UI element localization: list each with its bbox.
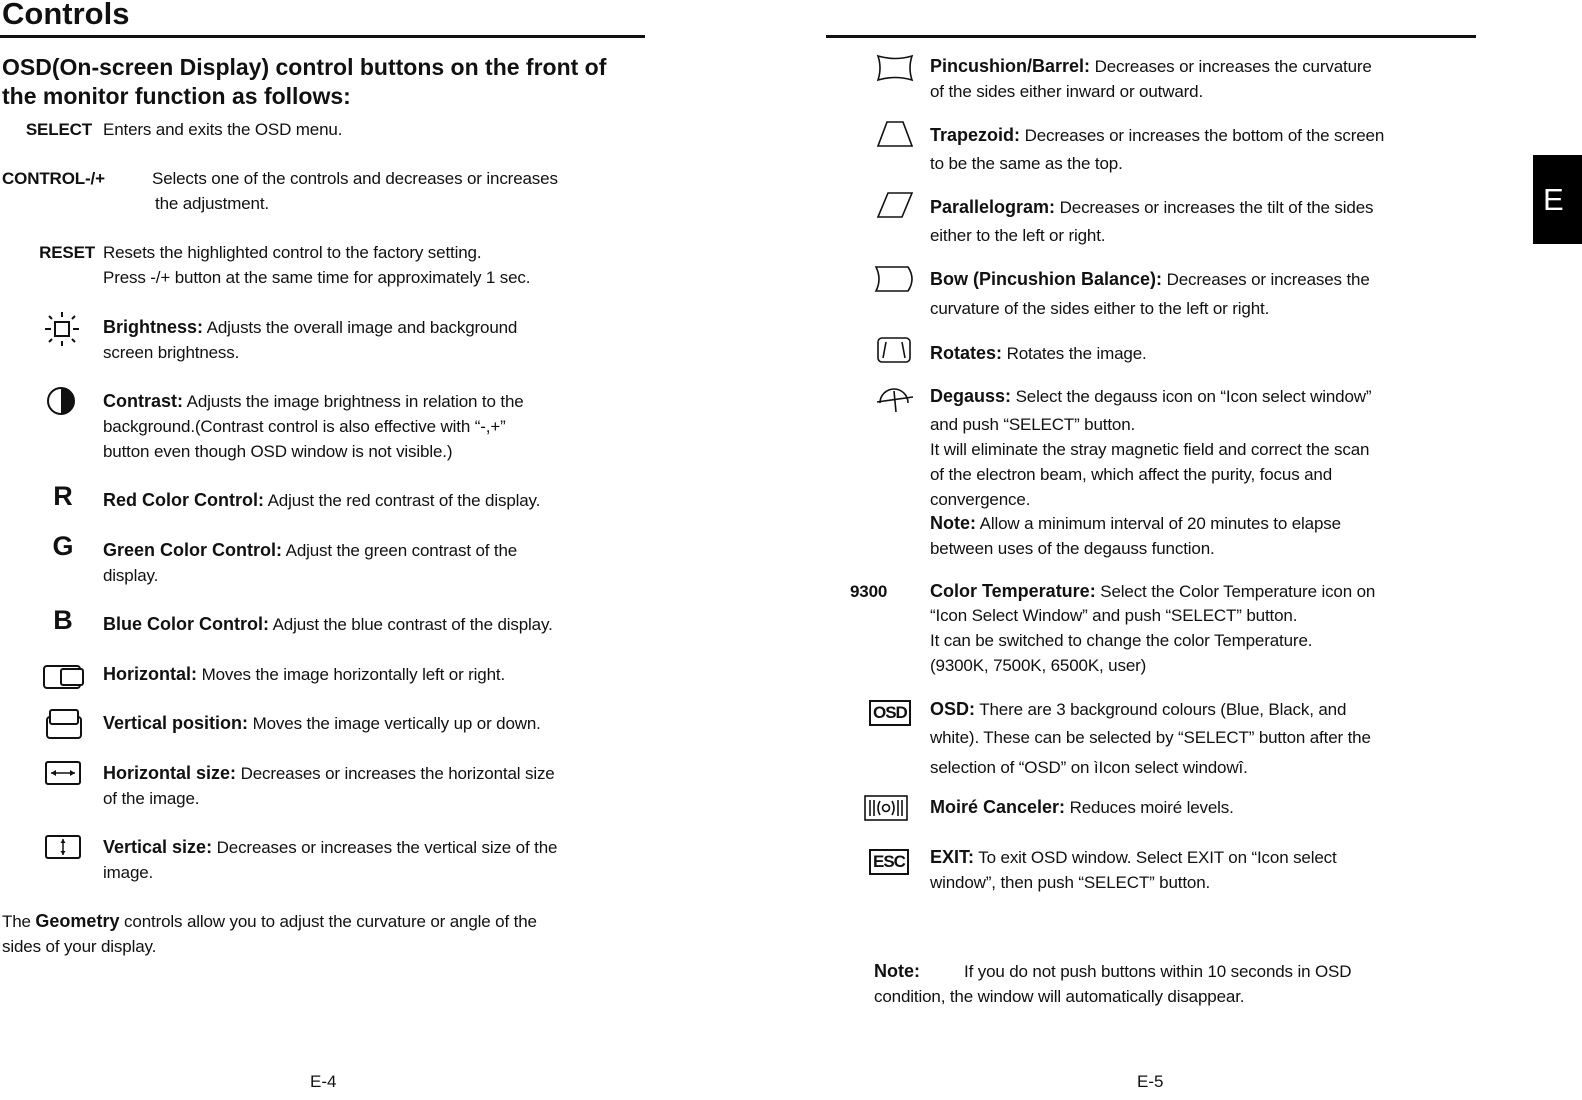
hsize-text-2: of the image. — [103, 789, 200, 808]
geometry-name: Geometry — [35, 911, 120, 931]
parallelogram-text-1: Decreases or increases the tilt of the sides — [1055, 198, 1374, 217]
contrast-icon — [46, 386, 76, 416]
degauss-text-3: It will eliminate the stray magnetic field and correct the scan — [930, 440, 1370, 459]
pincushion-icon — [876, 54, 914, 82]
contrast-text-1: Adjusts the image brightness in relation to the — [183, 392, 524, 411]
color-temperature-label: 9300 — [850, 582, 888, 601]
degauss-text-2: and push “SELECT” button. — [930, 415, 1136, 434]
contrast-text-3: button even though OSD window is not visible.) — [103, 442, 453, 461]
section-heading: OSD(On-screen Display) control buttons on the front of the monitor function as follows: — [2, 54, 607, 109]
parallelogram-name: Parallelogram: — [930, 197, 1056, 217]
exit-text-1: To exit OSD window. Select EXIT on “Icon select — [974, 848, 1337, 867]
rotates-name: Rotates: — [930, 343, 1003, 363]
pincushion-text-2: of the sides either inward or outward. — [930, 82, 1204, 101]
section-tab: E — [1533, 155, 1582, 244]
horizontal-name: Horizontal: — [103, 664, 197, 684]
blue-letter-icon: B — [53, 605, 73, 635]
brightness-name: Brightness: — [103, 317, 204, 337]
page-title: Controls — [2, 0, 130, 31]
trapezoid-text-2: to be the same as the top. — [930, 154, 1123, 173]
green-name: Green Color Control: — [103, 540, 282, 560]
parallelogram-text-2: either to the left or right. — [930, 226, 1106, 245]
vsize-text-2: image. — [103, 863, 154, 882]
colortemp-text-1: Select the Color Temperature icon on — [1095, 582, 1376, 601]
reset-text-2: Press -/+ button at the same time for approximately 1 sec. — [103, 268, 531, 287]
bow-text-2: curvature of the sides either to the left or right. — [930, 299, 1270, 318]
colortemp-text-3: It can be switched to change the color Temperature. — [930, 631, 1313, 650]
colortemp-name: Color Temperature: — [930, 581, 1096, 601]
title-rule — [0, 35, 645, 38]
vertical-position-icon — [45, 708, 83, 740]
bow-icon — [874, 265, 916, 293]
green-text-1: Adjust the green contrast of the — [282, 541, 518, 560]
degauss-icon — [876, 381, 914, 413]
horizontal-text: Moves the image horizontally left or right. — [197, 665, 506, 684]
control-label: CONTROL-/+ — [2, 169, 105, 188]
trapezoid-text-1: Decreases or increases the bottom of the screen — [1020, 126, 1385, 145]
bow-text-1: Decreases or increases the — [1162, 270, 1370, 289]
degauss-note-2: between uses of the degauss function. — [930, 539, 1215, 558]
geometry-pre: The — [2, 912, 36, 931]
reset-text-1: Resets the highlighted control to the factory setting. — [103, 243, 482, 262]
trapezoid-name: Trapezoid: — [930, 125, 1021, 145]
trapezoid-icon — [876, 120, 914, 148]
red-letter-icon: R — [53, 481, 73, 511]
degauss-text-5: convergence. — [930, 490, 1031, 509]
page-number-right: E-5 — [1137, 1072, 1164, 1091]
vertical-name: Vertical position: — [103, 713, 249, 733]
moire-icon — [864, 795, 908, 821]
select-text: Enters and exits the OSD menu. — [103, 120, 343, 139]
select-label: SELECT — [25, 120, 92, 139]
osd-name: OSD: — [930, 699, 975, 719]
colortemp-text-4: (9300K, 7500K, 6500K, user) — [930, 656, 1147, 675]
osd-text-2: white). These can be selected by “SELECT” button after the — [930, 728, 1371, 747]
page-number-left: E-4 — [310, 1072, 337, 1091]
osd-icon: OSD — [869, 700, 911, 726]
green-letter-icon: G — [52, 531, 74, 561]
vsize-name: Vertical size: — [103, 837, 213, 857]
degauss-note-label: Note: — [930, 513, 976, 533]
moire-name: Moiré Canceler: — [930, 797, 1066, 817]
horizontal-size-icon — [44, 759, 82, 787]
horizontal-position-icon — [43, 664, 85, 690]
hsize-text-1: Decreases or increases the horizontal size — [236, 764, 555, 783]
moire-text: Reduces moiré levels. — [1065, 798, 1234, 817]
esc-icon: ESC — [869, 849, 909, 875]
red-text: Adjust the red contrast of the display. — [263, 491, 541, 510]
degauss-name: Degauss: — [930, 386, 1012, 406]
degauss-text-4: of the electron beam, which affect the purity, focus and — [930, 465, 1333, 484]
osd-text-1: There are 3 background colours (Blue, Black, and — [975, 700, 1347, 719]
colortemp-text-2: “Icon Select Window” and push “SELECT” button. — [930, 606, 1298, 625]
brightness-text-1: Adjusts the overall image and background — [203, 318, 518, 337]
vsize-text-1: Decreases or increases the vertical size of the — [212, 838, 558, 857]
geometry-text-2: sides of your display. — [2, 937, 157, 956]
degauss-text-1: Select the degauss icon on “Icon select window” — [1011, 387, 1372, 406]
reset-label: RESET — [39, 243, 95, 262]
brightness-text-2: screen brightness. — [103, 343, 240, 362]
vertical-size-icon — [44, 833, 82, 861]
exit-text-2: window”, then push “SELECT” button. — [930, 873, 1211, 892]
geometry-text-1: controls allow you to adjust the curvature or angle of the — [119, 912, 537, 931]
parallelogram-icon — [876, 191, 914, 219]
blue-name: Blue Color Control: — [103, 614, 269, 634]
control-text-2: the adjustment. — [155, 194, 269, 213]
note-label: Note: — [874, 961, 920, 981]
vertical-text: Moves the image vertically up or down. — [248, 714, 541, 733]
exit-name: EXIT: — [930, 847, 975, 867]
degauss-note-1: Allow a minimum interval of 20 minutes to elapse — [976, 514, 1341, 533]
contrast-text-2: background.(Contrast control is also effective with “-,+” — [103, 417, 506, 436]
note-text-2: condition, the window will automatically disappear. — [874, 987, 1245, 1006]
blue-text: Adjust the blue contrast of the display. — [268, 615, 553, 634]
right-rule — [826, 35, 1476, 38]
contrast-name: Contrast: — [103, 391, 183, 411]
control-text-1: Selects one of the controls and decreases or increases — [152, 169, 558, 188]
rotates-text: Rotates the image. — [1002, 344, 1147, 363]
pincushion-name: Pincushion/Barrel: — [930, 56, 1091, 76]
rotate-icon — [876, 336, 912, 364]
bow-name: Bow (Pincushion Balance): — [930, 269, 1163, 289]
hsize-name: Horizontal size: — [103, 763, 237, 783]
osd-text-3: selection of “OSD” on ìIcon select windowî. — [930, 758, 1248, 777]
brightness-icon — [44, 311, 80, 347]
green-text-2: display. — [103, 566, 159, 585]
pincushion-text-1: Decreases or increases the curvature — [1090, 57, 1372, 76]
red-name: Red Color Control: — [103, 490, 264, 510]
note-text-1: If you do not push buttons within 10 seconds in OSD — [964, 962, 1352, 981]
